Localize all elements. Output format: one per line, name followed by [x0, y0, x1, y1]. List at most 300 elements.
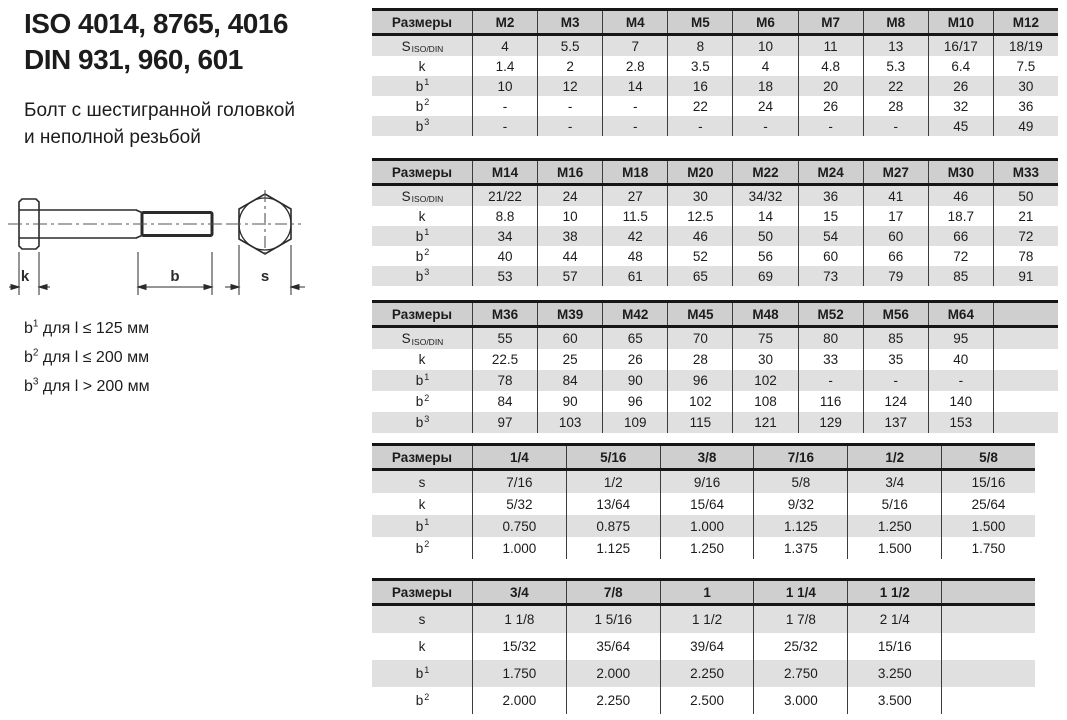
table-cell: 66 — [928, 226, 993, 246]
table-cell: 21/22 — [472, 186, 537, 206]
table-cell: 121 — [732, 412, 797, 433]
table-cell: 65 — [602, 328, 667, 349]
table-cell: - — [798, 116, 863, 136]
table-cell: 30 — [993, 76, 1058, 96]
row-label: S $_{ISO/DIN}$ — [401, 38, 444, 54]
column-header: 7/8 — [566, 581, 660, 603]
table-cell: 5/32 — [472, 493, 566, 515]
table-cell: 2.000 — [472, 687, 566, 714]
table-cell: 18/19 — [993, 36, 1058, 56]
table-cell: 21 — [993, 206, 1058, 226]
table-cell: - — [602, 116, 667, 136]
table-cell: 15/32 — [472, 633, 566, 660]
row-label: S $_{ISO/DIN}$ — [401, 331, 444, 347]
table-cell: 2.8 — [602, 56, 667, 76]
table-cell: 1.750 — [941, 537, 1035, 559]
table-cell: 65 — [667, 266, 732, 286]
column-header-empty — [941, 581, 1035, 603]
table-cell: 35 — [863, 349, 928, 370]
table-header-row — [372, 303, 1058, 328]
dimension-table-2 — [372, 158, 1058, 286]
table-row — [372, 206, 1058, 226]
row-label: b $^1$ — [415, 371, 430, 388]
table-cell: 34/32 — [732, 186, 797, 206]
table-cell: 5.5 — [537, 36, 602, 56]
thread-length-notes — [24, 315, 150, 401]
table-cell: 108 — [732, 391, 797, 412]
table-cell: 32 — [928, 96, 993, 116]
table-cell: 102 — [732, 370, 797, 391]
table-cell: 8 — [667, 36, 732, 56]
table-cell: 13 — [863, 36, 928, 56]
table-cell: 26 — [798, 96, 863, 116]
table-cell: 1.4 — [472, 56, 537, 76]
table-cell: 12 — [537, 76, 602, 96]
table-cell: 55 — [472, 328, 537, 349]
table-row — [372, 246, 1058, 266]
dimension-label-s: s — [260, 268, 270, 285]
dimension-table-5 — [372, 578, 1035, 714]
table-cell: 7 — [602, 36, 667, 56]
table-row — [372, 370, 1058, 391]
table-cell: 116 — [798, 391, 863, 412]
row-label: b $^2$ — [415, 691, 430, 708]
column-header: M14 — [472, 161, 537, 183]
table-cell: 24 — [537, 186, 602, 206]
table-cell: - — [798, 370, 863, 391]
column-header: M22 — [732, 161, 797, 183]
table-cell: 1.000 — [472, 537, 566, 559]
table-cell: 10 — [732, 36, 797, 56]
table-cell: - — [863, 370, 928, 391]
column-header: M7 — [798, 11, 863, 33]
dimension-label-k: k — [20, 268, 30, 285]
table-cell: 1 5/16 — [566, 606, 660, 633]
row-label: b $^3$ — [415, 117, 430, 134]
table-cell: 17 — [863, 206, 928, 226]
table-cell-empty — [993, 370, 1058, 391]
table-cell: 16 — [667, 76, 732, 96]
table-cell: 1 1/8 — [472, 606, 566, 633]
table-cell: 2.500 — [660, 687, 754, 714]
table-cell: 56 — [732, 246, 797, 266]
table-cell: 72 — [928, 246, 993, 266]
table-row — [372, 606, 1035, 633]
column-header: M4 — [602, 11, 667, 33]
table-cell: 5/8 — [753, 471, 847, 493]
table-row — [372, 349, 1058, 370]
table-cell: 60 — [537, 328, 602, 349]
table-cell: 9/32 — [753, 493, 847, 515]
table-cell: 10 — [537, 206, 602, 226]
row-label: s — [418, 474, 426, 490]
bolt-drawing-svg — [8, 183, 338, 303]
table-cell: 140 — [928, 391, 993, 412]
row-label: S $_{ISO/DIN}$ — [401, 188, 444, 204]
table-row — [372, 96, 1058, 116]
table-row — [372, 186, 1058, 206]
table-cell: 18 — [732, 76, 797, 96]
table-cell: 3/4 — [847, 471, 941, 493]
dimension-label-b: b — [170, 268, 180, 285]
column-header: M18 — [602, 161, 667, 183]
table-cell: 7.5 — [993, 56, 1058, 76]
table-row — [372, 391, 1058, 412]
table-cell: - — [667, 116, 732, 136]
table-cell: 5/16 — [847, 493, 941, 515]
table-cell: 79 — [863, 266, 928, 286]
table-cell-empty — [941, 633, 1035, 660]
column-header: M6 — [732, 11, 797, 33]
table-cell: 4.8 — [798, 56, 863, 76]
table-row — [372, 412, 1058, 433]
column-header: M8 — [863, 11, 928, 33]
table-cell: 69 — [732, 266, 797, 286]
row-label: b $^1$ — [415, 517, 430, 534]
table-cell: 36 — [798, 186, 863, 206]
table-cell: 85 — [863, 328, 928, 349]
table-cell: 78 — [472, 370, 537, 391]
table-row — [372, 660, 1035, 687]
table-cell: 24 — [732, 96, 797, 116]
table-cell: - — [732, 116, 797, 136]
table-cell: 44 — [537, 246, 602, 266]
table-cell: 1.500 — [941, 515, 1035, 537]
table-row — [372, 328, 1058, 349]
table-cell: 0.750 — [472, 515, 566, 537]
column-header: M20 — [667, 161, 732, 183]
subtitle-line2: и неполной резьбой — [24, 126, 201, 148]
table-cell: - — [602, 96, 667, 116]
table-cell: 153 — [928, 412, 993, 433]
row-label: k — [418, 352, 426, 367]
table-cell: 1.250 — [660, 537, 754, 559]
table-cell: 49 — [993, 116, 1058, 136]
page-subtitle — [24, 98, 295, 151]
table-header-row — [372, 581, 1035, 606]
table-cell: 70 — [667, 328, 732, 349]
table-cell: 84 — [472, 391, 537, 412]
row-label: b $^3$ — [415, 267, 430, 284]
table-cell: 22 — [863, 76, 928, 96]
table-cell: 41 — [863, 186, 928, 206]
table-cell: 54 — [798, 226, 863, 246]
table-cell: 60 — [798, 246, 863, 266]
column-header: 1 — [660, 581, 754, 603]
table-cell: 90 — [537, 391, 602, 412]
table-row — [372, 266, 1058, 286]
column-header: M12 — [993, 11, 1058, 33]
column-header: M39 — [537, 303, 602, 325]
table-cell: 15/16 — [941, 471, 1035, 493]
row-label: b $^2$ — [415, 539, 430, 556]
column-header: M56 — [863, 303, 928, 325]
table-cell: 48 — [602, 246, 667, 266]
table-cell: 95 — [928, 328, 993, 349]
table-corner-label: Размеры — [391, 449, 453, 465]
table-cell: 96 — [667, 370, 732, 391]
dimension-table-3 — [372, 300, 1058, 433]
row-label: k — [418, 496, 426, 512]
table-cell: 46 — [928, 186, 993, 206]
table-cell-empty — [993, 412, 1058, 433]
table-cell: 2.750 — [753, 660, 847, 687]
table-cell: 39/64 — [660, 633, 754, 660]
row-label: k — [418, 208, 426, 224]
table-cell: 109 — [602, 412, 667, 433]
row-label: b $^1$ — [415, 77, 430, 94]
table-cell: 4 — [732, 56, 797, 76]
title-din: DIN 931, 960, 601 — [24, 44, 243, 76]
column-header: M10 — [928, 11, 993, 33]
table-cell: 35/64 — [566, 633, 660, 660]
table-cell: 28 — [863, 96, 928, 116]
table-cell: 42 — [602, 226, 667, 246]
dimension-k — [9, 252, 50, 295]
row-label: k — [418, 639, 426, 654]
table-cell: 45 — [928, 116, 993, 136]
thread-length-note: $b^1$ для l ≤ 125 мм — [24, 318, 150, 337]
dimension-b — [138, 252, 212, 295]
table-cell: 115 — [667, 412, 732, 433]
table-cell-empty — [993, 391, 1058, 412]
table-cell: 2.000 — [566, 660, 660, 687]
column-header-empty — [993, 303, 1058, 325]
table-row — [372, 493, 1035, 515]
table-cell: 1.000 — [660, 515, 754, 537]
table-cell: 8.8 — [472, 206, 537, 226]
table-cell: - — [472, 96, 537, 116]
table-cell: 34 — [472, 226, 537, 246]
column-header: 1/4 — [472, 446, 566, 468]
column-header: M52 — [798, 303, 863, 325]
table-cell: 1 1/2 — [660, 606, 754, 633]
column-header: 3/4 — [472, 581, 566, 603]
table-cell: 124 — [863, 391, 928, 412]
row-label: b $^3$ — [415, 413, 430, 430]
table-cell: 129 — [798, 412, 863, 433]
table-cell: - — [537, 96, 602, 116]
table-cell: 7/16 — [472, 471, 566, 493]
table-cell: 26 — [928, 76, 993, 96]
table-cell: 25/32 — [753, 633, 847, 660]
table-cell: 97 — [472, 412, 537, 433]
table-cell: 20 — [798, 76, 863, 96]
thread-length-note: $b^3$ для l > 200 мм — [24, 376, 150, 395]
column-header: M27 — [863, 161, 928, 183]
column-header: 1 1/2 — [847, 581, 941, 603]
table-cell: 25 — [537, 349, 602, 370]
table-cell: 137 — [863, 412, 928, 433]
table-cell: 1.500 — [847, 537, 941, 559]
bolt-technical-drawing — [8, 183, 338, 308]
table-cell-empty — [941, 687, 1035, 714]
table-cell: 18.7 — [928, 206, 993, 226]
table-cell: 27 — [602, 186, 667, 206]
table-cell: 46 — [667, 226, 732, 246]
dimension-table-1 — [372, 8, 1058, 136]
subtitle-line1: Болт с шестигранной головкой — [24, 100, 295, 121]
row-label: k — [418, 58, 426, 74]
table-cell: - — [928, 370, 993, 391]
column-header: M30 — [928, 161, 993, 183]
table-cell: 11 — [798, 36, 863, 56]
column-header: M2 — [472, 11, 537, 33]
table-cell: 50 — [732, 226, 797, 246]
table-cell: 52 — [667, 246, 732, 266]
table-cell: 91 — [993, 266, 1058, 286]
row-label: b $^1$ — [415, 664, 430, 681]
table-cell: 2 — [537, 56, 602, 76]
table-cell: 1 7/8 — [753, 606, 847, 633]
column-header: M33 — [993, 161, 1058, 183]
table-cell: 14 — [602, 76, 667, 96]
column-header: M24 — [798, 161, 863, 183]
table-cell: 90 — [602, 370, 667, 391]
column-header: M64 — [928, 303, 993, 325]
table-cell-empty — [993, 349, 1058, 370]
table-cell: 3.250 — [847, 660, 941, 687]
row-label: b $^2$ — [415, 392, 430, 409]
table-cell: 2 1/4 — [847, 606, 941, 633]
table-cell: 9/16 — [660, 471, 754, 493]
table-cell: 30 — [732, 349, 797, 370]
table-cell: 61 — [602, 266, 667, 286]
table-row — [372, 226, 1058, 246]
table-cell: 1.750 — [472, 660, 566, 687]
table-cell: 73 — [798, 266, 863, 286]
table-cell: 33 — [798, 349, 863, 370]
table-cell-empty — [941, 660, 1035, 687]
table-cell: 28 — [667, 349, 732, 370]
table-row — [372, 687, 1035, 714]
row-label: b $^2$ — [415, 97, 430, 114]
table-cell: 30 — [667, 186, 732, 206]
table-cell: 84 — [537, 370, 602, 391]
table-cell: 12.5 — [667, 206, 732, 226]
table-cell: 36 — [993, 96, 1058, 116]
table-cell: 1/2 — [566, 471, 660, 493]
table-cell: 4 — [472, 36, 537, 56]
table-cell: 53 — [472, 266, 537, 286]
table-cell: 25/64 — [941, 493, 1035, 515]
table-cell: 26 — [602, 349, 667, 370]
table-cell: 3.500 — [847, 687, 941, 714]
table-cell: 2.250 — [566, 687, 660, 714]
table-cell: 15/16 — [847, 633, 941, 660]
table-corner-label: Размеры — [391, 584, 453, 600]
table-cell: 57 — [537, 266, 602, 286]
title-iso: ISO 4014, 8765, 4016 — [24, 8, 288, 39]
table-corner-label: Размеры — [391, 164, 453, 180]
row-label: b $^2$ — [415, 247, 430, 264]
table-cell: 3.5 — [667, 56, 732, 76]
table-row — [372, 56, 1058, 76]
table-cell: 96 — [602, 391, 667, 412]
table-row — [372, 116, 1058, 136]
row-label: s — [418, 612, 426, 627]
column-header: 1 1/4 — [753, 581, 847, 603]
table-cell: 85 — [928, 266, 993, 286]
column-header: M48 — [732, 303, 797, 325]
table-cell: 13/64 — [566, 493, 660, 515]
table-cell: 14 — [732, 206, 797, 226]
table-cell: 1.125 — [566, 537, 660, 559]
table-row — [372, 36, 1058, 56]
table-cell: 6.4 — [928, 56, 993, 76]
table-row — [372, 633, 1035, 660]
table-cell: - — [863, 116, 928, 136]
column-header: M36 — [472, 303, 537, 325]
table-cell: 102 — [667, 391, 732, 412]
table-cell: 3.000 — [753, 687, 847, 714]
table-corner-label: Размеры — [391, 14, 453, 30]
table-cell: 22.5 — [472, 349, 537, 370]
table-cell: 10 — [472, 76, 537, 96]
thread-length-note: $b^2$ для l ≤ 200 мм — [24, 347, 150, 366]
table-cell: 38 — [537, 226, 602, 246]
column-header: M5 — [667, 11, 732, 33]
table-cell: 22 — [667, 96, 732, 116]
table-cell: 2.250 — [660, 660, 754, 687]
table-row — [372, 537, 1035, 559]
column-header: M3 — [537, 11, 602, 33]
table-row — [372, 515, 1035, 537]
table-cell: 40 — [472, 246, 537, 266]
table-cell: - — [537, 116, 602, 136]
column-header: 5/16 — [566, 446, 660, 468]
table-row — [372, 471, 1035, 493]
column-header: M45 — [667, 303, 732, 325]
column-header: 3/8 — [660, 446, 754, 468]
table-header-row — [372, 446, 1035, 471]
table-cell: 0.875 — [566, 515, 660, 537]
table-cell: 1.250 — [847, 515, 941, 537]
dimension-table-4 — [372, 443, 1035, 559]
table-cell: 103 — [537, 412, 602, 433]
table-cell: 15 — [798, 206, 863, 226]
table-row — [372, 76, 1058, 96]
table-cell: 5.3 — [863, 56, 928, 76]
table-cell: 80 — [798, 328, 863, 349]
table-header-row — [372, 161, 1058, 186]
page-title — [24, 6, 288, 79]
table-cell: 1.375 — [753, 537, 847, 559]
table-cell: 75 — [732, 328, 797, 349]
column-header: 7/16 — [753, 446, 847, 468]
table-cell: - — [472, 116, 537, 136]
row-label: b $^1$ — [415, 227, 430, 244]
table-cell: 66 — [863, 246, 928, 266]
column-header: M42 — [602, 303, 667, 325]
table-cell: 1.125 — [753, 515, 847, 537]
table-header-row — [372, 11, 1058, 36]
column-header: 1/2 — [847, 446, 941, 468]
table-cell: 72 — [993, 226, 1058, 246]
table-cell: 15/64 — [660, 493, 754, 515]
table-cell: 16/17 — [928, 36, 993, 56]
column-header: 5/8 — [941, 446, 1035, 468]
table-cell: 50 — [993, 186, 1058, 206]
table-cell: 60 — [863, 226, 928, 246]
column-header: M16 — [537, 161, 602, 183]
table-cell: 40 — [928, 349, 993, 370]
table-cell: 11.5 — [602, 206, 667, 226]
table-cell-empty — [941, 606, 1035, 633]
table-cell: 78 — [993, 246, 1058, 266]
table-corner-label: Размеры — [391, 306, 453, 322]
table-cell-empty — [993, 328, 1058, 349]
